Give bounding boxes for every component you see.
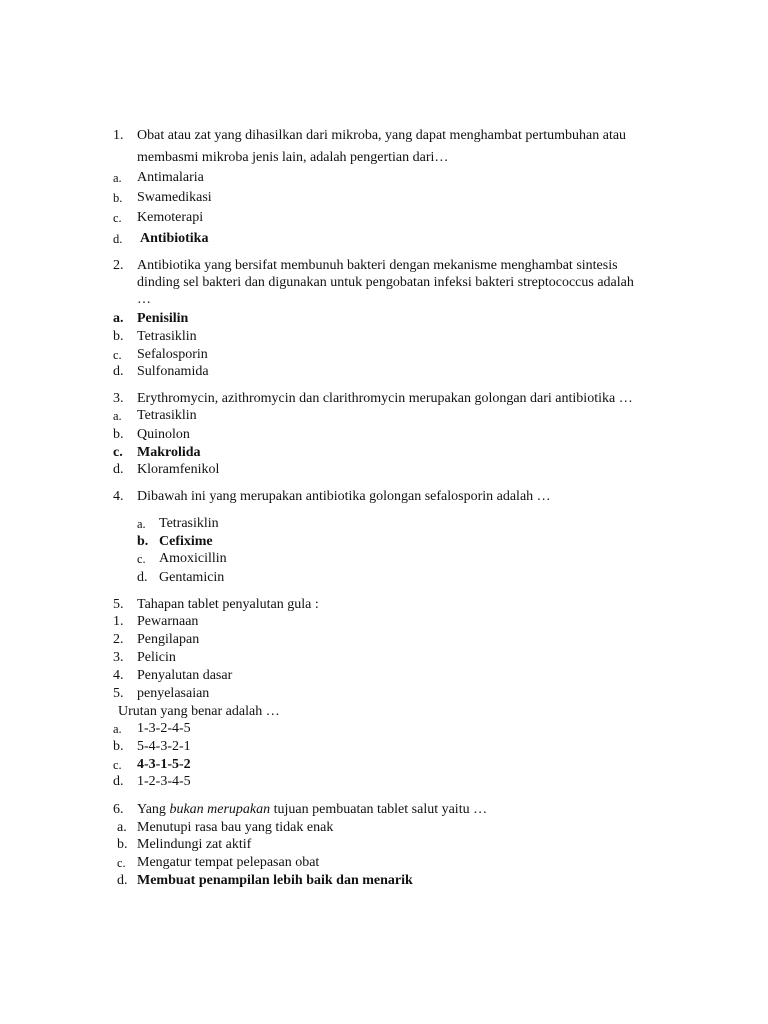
q5-text: Tahapan tablet penyalutan gula : [137,597,319,612]
q6-text-emphasis: bukan merupakan [169,802,271,817]
q3-option-b: Quinolon [137,427,190,442]
q1-option-b: Swamedikasi [137,190,212,205]
q5-prompt: Urutan yang benar adalah … [118,704,280,719]
q5-option-b: 5-4-3-2-1 [137,739,191,754]
q2-option-c-letter: c. [113,348,122,362]
q4-number: 4. [113,489,124,504]
q5-step-3-number: 3. [113,650,124,665]
q2-number: 2. [113,258,124,273]
q2-option-d-letter: d. [113,364,124,379]
q2-option-c: Sefalosporin [137,347,208,362]
q5-step-5: penyelasaian [137,686,210,701]
q3-option-c-letter: c. [113,445,123,460]
q3-option-d-letter: d. [113,462,124,477]
q5-step-4: Penyalutan dasar [137,668,233,683]
q6-option-a: Menutupi rasa bau yang tidak enak [137,820,334,835]
q5-step-3: Pelicin [137,650,176,665]
q6-text [137,801,487,819]
q5-step-5-number: 5. [113,686,124,701]
q5-option-a: 1-3-2-4-5 [137,721,191,736]
q6-text-post: tujuan pembuatan tablet salut yaitu … [270,802,488,817]
q4-option-b-answer: Cefixime [159,534,213,549]
q3-option-a: Tetrasiklin [137,408,197,423]
q6-number: 6. [113,802,124,817]
q2-option-b: Tetrasiklin [137,329,197,344]
q5-step-4-number: 4. [113,668,124,683]
q4-option-d-letter: d. [137,570,148,585]
q1-option-d-letter: d. [113,232,123,246]
q5-step-1-number: 1. [113,614,124,629]
q6-option-b: Melindungi zat aktif [137,837,252,852]
q3-option-b-letter: b. [113,427,124,442]
q1-option-c-letter: c. [113,211,122,225]
q3-number: 3. [113,391,124,406]
q6-option-d-answer: Membuat penampilan lebih baik dan menarik [137,873,413,888]
q5-number: 5. [113,597,124,612]
q4-option-d: Gentamicin [159,570,225,585]
q4-option-c: Amoxicillin [159,551,227,566]
q2-option-a-answer: Penisilin [137,311,189,326]
q5-option-d-letter: d. [113,774,124,789]
q2-option-b-letter: b. [113,329,124,344]
q3-option-a-letter: a. [113,409,122,423]
q3-text: Erythromycin, azithromycin dan clarithromycin merupakan golongan dari antibiotika … [137,391,633,406]
q1-number: 1. [113,128,124,143]
q5-option-d: 1-2-3-4-5 [137,774,191,789]
q5-step-2-number: 2. [113,632,124,647]
q4-option-b-letter: b. [137,534,149,549]
q4-option-a-letter: a. [137,517,146,531]
q6-option-b-letter: b. [117,837,128,852]
q1-option-c: Kemoterapi [137,210,204,225]
q1-text: Obat atau zat yang dihasilkan dari mikroba, yang dapat menghambat pertumbuhan atau [137,128,627,143]
q5-option-c-answer: 4-3-1-5-2 [137,757,191,772]
q6-text-pre: Yang [137,802,170,817]
q5-step-2: Pengilapan [137,632,200,647]
q6-option-c: Mengatur tempat pelepasan obat [137,855,320,870]
q1-option-a-letter: a. [113,171,122,185]
q2-text-cont: dinding sel bakteri dan digunakan untuk pengobatan infeksi bakteri streptococcus adalah [137,275,634,290]
q2-option-d: Sulfonamida [137,364,209,379]
q3-option-d: Kloramfenikol [137,462,220,477]
q4-option-c-letter: c. [137,552,146,566]
q1-option-b-letter: b. [113,191,123,205]
q4-option-a: Tetrasiklin [159,516,219,531]
q6-option-c-letter: c. [117,856,126,870]
q5-option-c-letter: c. [113,758,122,772]
q6-option-a-letter: a. [117,820,127,835]
q2-option-a-letter: a. [113,311,124,326]
q5-step-1: Pewarnaan [137,614,199,629]
q1-text-cont: membasmi mikroba jenis lain, adalah pengertian dari… [137,150,449,165]
q2-text: Antibiotika yang bersifat membunuh bakteri dengan mekanisme menghambat sintesis [137,258,618,273]
q3-option-c-answer: Makrolida [137,445,201,460]
q1-option-a: Antimalaria [137,170,204,185]
q5-option-b-letter: b. [113,739,124,754]
q5-option-a-letter: a. [113,722,122,736]
q2-text-ellipsis: … [137,292,151,307]
q4-text: Dibawah ini yang merupakan antibiotika golongan sefalosporin adalah … [137,489,551,504]
q1-option-d-answer: Antibiotika [140,231,209,246]
q6-option-d-letter: d. [117,873,128,888]
